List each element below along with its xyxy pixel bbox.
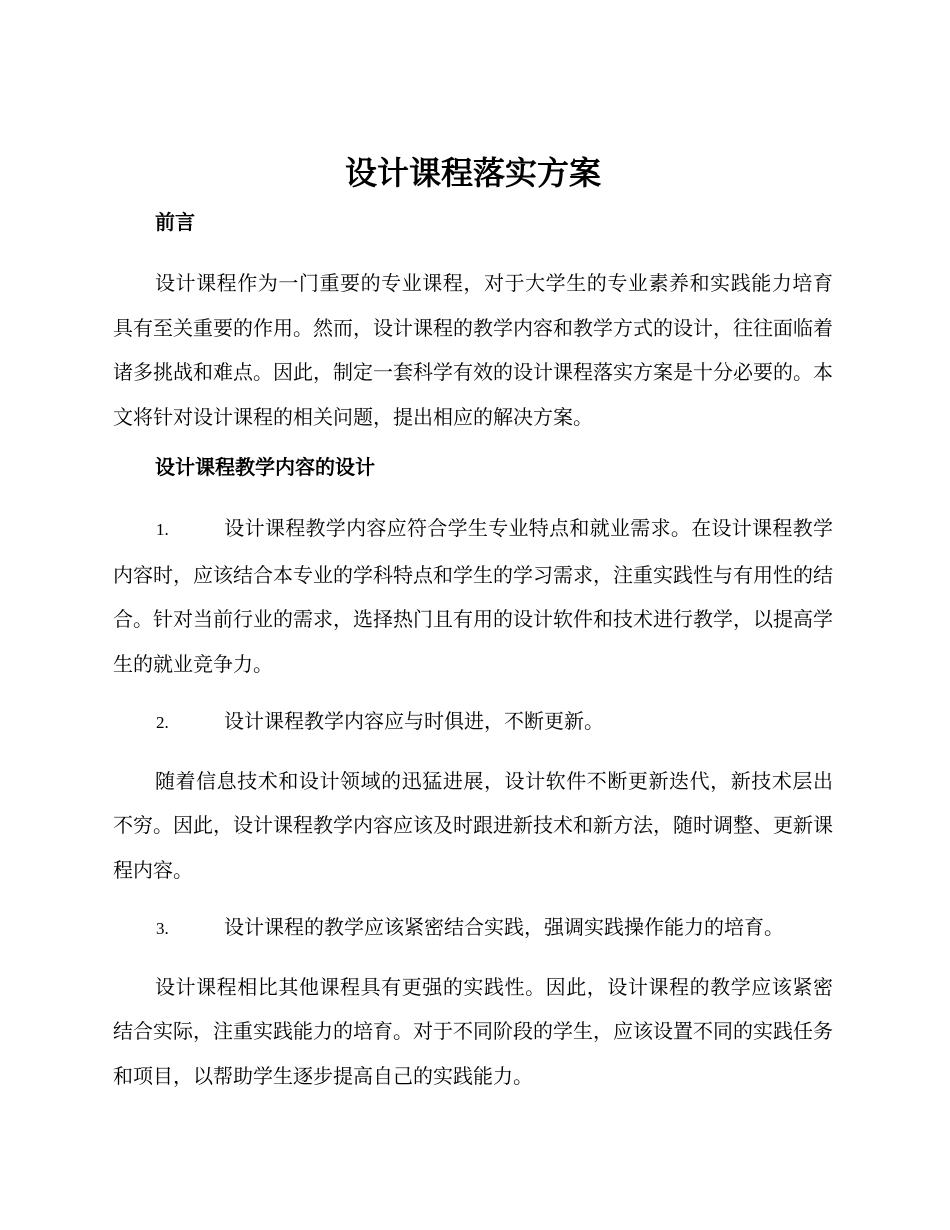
list-text-3: 设计课程的教学应该紧密结合实践，强调实践操作能力的培育。 [224,915,784,939]
list-item-3 [113,905,833,952]
list-item-1 [113,506,833,686]
section-heading-preface: 前言 [155,210,195,234]
section-heading-content-design: 设计课程教学内容的设计 [155,455,375,479]
item-2-paragraph: 随着信息技术和设计领域的迅猛进展，设计软件不断更新迭代，新技术层出不穷。因此，设计课程教学内容应该及时跟进新技术和新方法，随时调整、更新课程内容。 [113,768,833,882]
list-number-1: 1. [156,520,169,539]
list-text-1: 设计课程教学内容应符合学生专业特点和就业需求。在设计课程教学内容时，应该结合本专业的学科特点和学生的学习需求，注重实践性与有用性的结合。针对当前行业的需求，选择热门且有用的设计软件和技术进行教学，以提高学生的就业竞争力。 [113,516,833,676]
list-item-2 [113,699,833,746]
list-text-2: 设计课程教学内容应与时俱进，不断更新。 [224,709,604,733]
document-title: 设计课程落实方案 [344,154,601,192]
preface-paragraph: 设计课程作为一门重要的专业课程，对于大学生的专业素养和实践能力培育具有至关重要的作用。然而，设计课程的教学内容和教学方式的设计，往往面临着诸多挑战和难点。因此，制定一套科学有效的设计课程落实方案是十分必要的。本文将针对设计课程的相关问题，提出相应的解决方案。 [113,271,833,429]
list-number-3: 3. [156,919,169,938]
list-number-2: 2. [156,713,169,732]
document-body [113,149,833,1098]
item-3-paragraph: 设计课程相比其他课程具有更强的实践性。因此，设计课程的教学应该紧密结合实际，注重实践能力的培育。对于不同阶段的学生，应该设置不同的实践任务和项目，以帮助学生逐步提高自己的实践能力。 [113,974,833,1088]
